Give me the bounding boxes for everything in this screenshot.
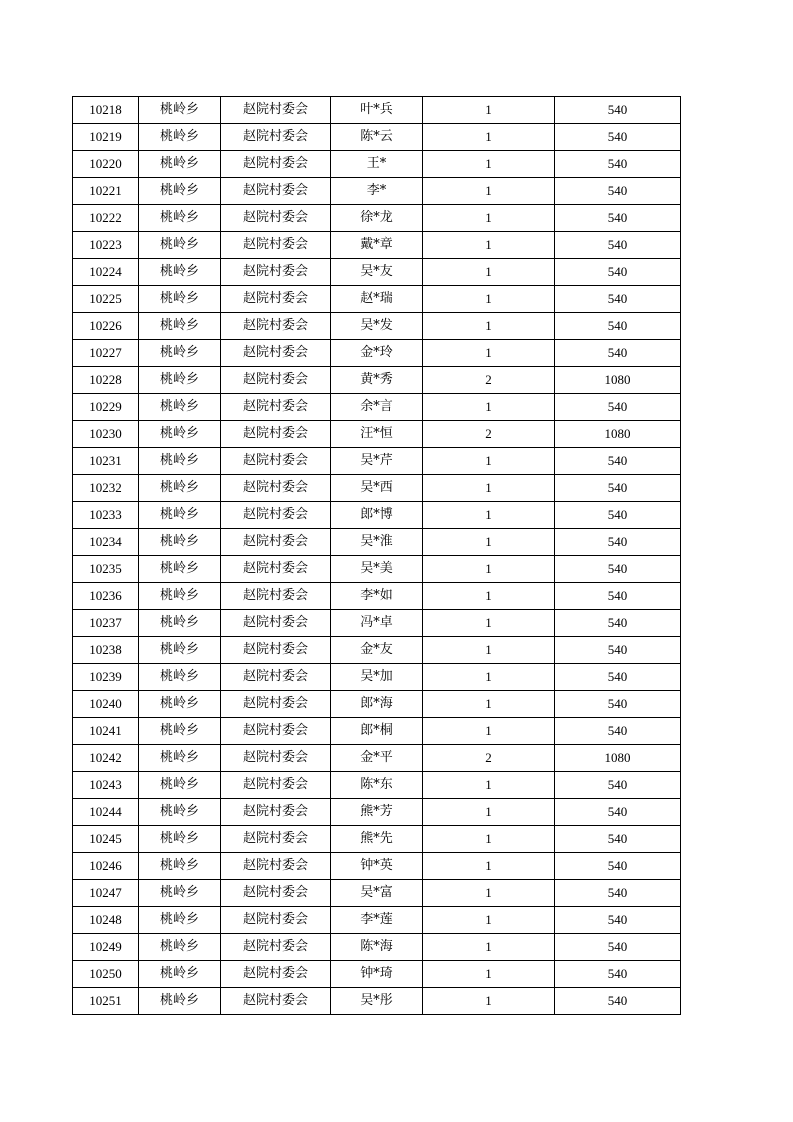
name-cell: 叶*兵 bbox=[331, 97, 423, 124]
amount-cell: 540 bbox=[555, 259, 681, 286]
row-id-cell: 10250 bbox=[73, 961, 139, 988]
row-id-cell: 10234 bbox=[73, 529, 139, 556]
amount-cell: 540 bbox=[555, 637, 681, 664]
village-committee-cell: 赵院村委会 bbox=[221, 826, 331, 853]
township-cell: 桃岭乡 bbox=[139, 151, 221, 178]
row-id-cell: 10237 bbox=[73, 610, 139, 637]
count-cell: 2 bbox=[423, 745, 555, 772]
name-cell: 吴*加 bbox=[331, 664, 423, 691]
count-cell: 1 bbox=[423, 232, 555, 259]
amount-cell: 540 bbox=[555, 448, 681, 475]
amount-cell: 1080 bbox=[555, 421, 681, 448]
table-row bbox=[73, 178, 681, 205]
amount-cell: 540 bbox=[555, 232, 681, 259]
count-cell: 1 bbox=[423, 205, 555, 232]
table-row bbox=[73, 826, 681, 853]
township-cell: 桃岭乡 bbox=[139, 259, 221, 286]
village-committee-cell: 赵院村委会 bbox=[221, 880, 331, 907]
amount-cell: 540 bbox=[555, 97, 681, 124]
amount-cell: 540 bbox=[555, 178, 681, 205]
village-committee-cell: 赵院村委会 bbox=[221, 772, 331, 799]
row-id-cell: 10238 bbox=[73, 637, 139, 664]
row-id-cell: 10223 bbox=[73, 232, 139, 259]
row-id-cell: 10222 bbox=[73, 205, 139, 232]
township-cell: 桃岭乡 bbox=[139, 907, 221, 934]
amount-cell: 540 bbox=[555, 529, 681, 556]
table-row bbox=[73, 205, 681, 232]
count-cell: 1 bbox=[423, 880, 555, 907]
village-committee-cell: 赵院村委会 bbox=[221, 529, 331, 556]
township-cell: 桃岭乡 bbox=[139, 799, 221, 826]
township-cell: 桃岭乡 bbox=[139, 394, 221, 421]
amount-cell: 540 bbox=[555, 556, 681, 583]
table-row bbox=[73, 664, 681, 691]
village-committee-cell: 赵院村委会 bbox=[221, 97, 331, 124]
name-cell: 陈*云 bbox=[331, 124, 423, 151]
village-committee-cell: 赵院村委会 bbox=[221, 799, 331, 826]
table-row bbox=[73, 124, 681, 151]
township-cell: 桃岭乡 bbox=[139, 664, 221, 691]
count-cell: 1 bbox=[423, 718, 555, 745]
name-cell: 陈*海 bbox=[331, 934, 423, 961]
table-row bbox=[73, 340, 681, 367]
village-committee-cell: 赵院村委会 bbox=[221, 205, 331, 232]
village-committee-cell: 赵院村委会 bbox=[221, 745, 331, 772]
amount-cell: 540 bbox=[555, 934, 681, 961]
row-id-cell: 10231 bbox=[73, 448, 139, 475]
amount-cell: 540 bbox=[555, 718, 681, 745]
name-cell: 徐*龙 bbox=[331, 205, 423, 232]
row-id-cell: 10233 bbox=[73, 502, 139, 529]
name-cell: 钟*英 bbox=[331, 853, 423, 880]
table-row bbox=[73, 853, 681, 880]
name-cell: 李* bbox=[331, 178, 423, 205]
township-cell: 桃岭乡 bbox=[139, 934, 221, 961]
amount-cell: 540 bbox=[555, 961, 681, 988]
township-cell: 桃岭乡 bbox=[139, 583, 221, 610]
table-row bbox=[73, 448, 681, 475]
amount-cell: 540 bbox=[555, 475, 681, 502]
row-id-cell: 10228 bbox=[73, 367, 139, 394]
count-cell: 1 bbox=[423, 286, 555, 313]
count-cell: 1 bbox=[423, 907, 555, 934]
row-id-cell: 10241 bbox=[73, 718, 139, 745]
row-id-cell: 10239 bbox=[73, 664, 139, 691]
count-cell: 1 bbox=[423, 340, 555, 367]
row-id-cell: 10224 bbox=[73, 259, 139, 286]
name-cell: 吴*美 bbox=[331, 556, 423, 583]
table-row bbox=[73, 988, 681, 1015]
township-cell: 桃岭乡 bbox=[139, 880, 221, 907]
village-committee-cell: 赵院村委会 bbox=[221, 934, 331, 961]
name-cell: 吴*发 bbox=[331, 313, 423, 340]
village-committee-cell: 赵院村委会 bbox=[221, 232, 331, 259]
village-committee-cell: 赵院村委会 bbox=[221, 475, 331, 502]
village-committee-cell: 赵院村委会 bbox=[221, 421, 331, 448]
amount-cell: 540 bbox=[555, 313, 681, 340]
table-row bbox=[73, 475, 681, 502]
table-row bbox=[73, 934, 681, 961]
table-row bbox=[73, 313, 681, 340]
table-row bbox=[73, 718, 681, 745]
amount-cell: 540 bbox=[555, 610, 681, 637]
name-cell: 吴*彤 bbox=[331, 988, 423, 1015]
row-id-cell: 10220 bbox=[73, 151, 139, 178]
village-committee-cell: 赵院村委会 bbox=[221, 907, 331, 934]
name-cell: 戴*章 bbox=[331, 232, 423, 259]
name-cell: 冯*卓 bbox=[331, 610, 423, 637]
name-cell: 金*友 bbox=[331, 637, 423, 664]
row-id-cell: 10219 bbox=[73, 124, 139, 151]
name-cell: 陈*东 bbox=[331, 772, 423, 799]
township-cell: 桃岭乡 bbox=[139, 988, 221, 1015]
amount-cell: 540 bbox=[555, 205, 681, 232]
township-cell: 桃岭乡 bbox=[139, 421, 221, 448]
name-cell: 郎*博 bbox=[331, 502, 423, 529]
count-cell: 1 bbox=[423, 394, 555, 421]
village-committee-cell: 赵院村委会 bbox=[221, 664, 331, 691]
table-row bbox=[73, 421, 681, 448]
table-row bbox=[73, 691, 681, 718]
table-row bbox=[73, 502, 681, 529]
name-cell: 李*如 bbox=[331, 583, 423, 610]
row-id-cell: 10246 bbox=[73, 853, 139, 880]
count-cell: 1 bbox=[423, 961, 555, 988]
row-id-cell: 10225 bbox=[73, 286, 139, 313]
name-cell: 金*平 bbox=[331, 745, 423, 772]
table-row bbox=[73, 637, 681, 664]
data-table bbox=[72, 96, 681, 1015]
row-id-cell: 10248 bbox=[73, 907, 139, 934]
count-cell: 1 bbox=[423, 259, 555, 286]
count-cell: 1 bbox=[423, 529, 555, 556]
table-row bbox=[73, 286, 681, 313]
township-cell: 桃岭乡 bbox=[139, 124, 221, 151]
amount-cell: 540 bbox=[555, 880, 681, 907]
amount-cell: 1080 bbox=[555, 745, 681, 772]
village-committee-cell: 赵院村委会 bbox=[221, 961, 331, 988]
table-row bbox=[73, 961, 681, 988]
township-cell: 桃岭乡 bbox=[139, 772, 221, 799]
row-id-cell: 10243 bbox=[73, 772, 139, 799]
row-id-cell: 10232 bbox=[73, 475, 139, 502]
table-row bbox=[73, 583, 681, 610]
township-cell: 桃岭乡 bbox=[139, 286, 221, 313]
amount-cell: 540 bbox=[555, 988, 681, 1015]
count-cell: 1 bbox=[423, 691, 555, 718]
name-cell: 王* bbox=[331, 151, 423, 178]
amount-cell: 540 bbox=[555, 286, 681, 313]
village-committee-cell: 赵院村委会 bbox=[221, 394, 331, 421]
count-cell: 2 bbox=[423, 421, 555, 448]
village-committee-cell: 赵院村委会 bbox=[221, 340, 331, 367]
count-cell: 1 bbox=[423, 475, 555, 502]
village-committee-cell: 赵院村委会 bbox=[221, 610, 331, 637]
count-cell: 1 bbox=[423, 610, 555, 637]
village-committee-cell: 赵院村委会 bbox=[221, 124, 331, 151]
amount-cell: 540 bbox=[555, 691, 681, 718]
table-row bbox=[73, 232, 681, 259]
table-row bbox=[73, 97, 681, 124]
village-committee-cell: 赵院村委会 bbox=[221, 178, 331, 205]
township-cell: 桃岭乡 bbox=[139, 826, 221, 853]
township-cell: 桃岭乡 bbox=[139, 961, 221, 988]
table-row bbox=[73, 529, 681, 556]
name-cell: 赵*瑞 bbox=[331, 286, 423, 313]
count-cell: 1 bbox=[423, 556, 555, 583]
table-row bbox=[73, 799, 681, 826]
township-cell: 桃岭乡 bbox=[139, 529, 221, 556]
amount-cell: 540 bbox=[555, 853, 681, 880]
name-cell: 金*玲 bbox=[331, 340, 423, 367]
table-row bbox=[73, 745, 681, 772]
village-committee-cell: 赵院村委会 bbox=[221, 556, 331, 583]
row-id-cell: 10235 bbox=[73, 556, 139, 583]
village-committee-cell: 赵院村委会 bbox=[221, 583, 331, 610]
township-cell: 桃岭乡 bbox=[139, 97, 221, 124]
village-committee-cell: 赵院村委会 bbox=[221, 259, 331, 286]
table-row bbox=[73, 772, 681, 799]
row-id-cell: 10244 bbox=[73, 799, 139, 826]
amount-cell: 540 bbox=[555, 340, 681, 367]
township-cell: 桃岭乡 bbox=[139, 367, 221, 394]
count-cell: 2 bbox=[423, 367, 555, 394]
count-cell: 1 bbox=[423, 583, 555, 610]
township-cell: 桃岭乡 bbox=[139, 556, 221, 583]
count-cell: 1 bbox=[423, 151, 555, 178]
name-cell: 余*言 bbox=[331, 394, 423, 421]
table-row bbox=[73, 556, 681, 583]
count-cell: 1 bbox=[423, 637, 555, 664]
village-committee-cell: 赵院村委会 bbox=[221, 313, 331, 340]
row-id-cell: 10221 bbox=[73, 178, 139, 205]
count-cell: 1 bbox=[423, 664, 555, 691]
count-cell: 1 bbox=[423, 178, 555, 205]
township-cell: 桃岭乡 bbox=[139, 475, 221, 502]
row-id-cell: 10226 bbox=[73, 313, 139, 340]
village-committee-cell: 赵院村委会 bbox=[221, 286, 331, 313]
township-cell: 桃岭乡 bbox=[139, 340, 221, 367]
name-cell: 李*莲 bbox=[331, 907, 423, 934]
township-cell: 桃岭乡 bbox=[139, 178, 221, 205]
count-cell: 1 bbox=[423, 853, 555, 880]
name-cell: 吴*西 bbox=[331, 475, 423, 502]
name-cell: 郎*桐 bbox=[331, 718, 423, 745]
village-committee-cell: 赵院村委会 bbox=[221, 367, 331, 394]
township-cell: 桃岭乡 bbox=[139, 205, 221, 232]
row-id-cell: 10245 bbox=[73, 826, 139, 853]
township-cell: 桃岭乡 bbox=[139, 745, 221, 772]
township-cell: 桃岭乡 bbox=[139, 853, 221, 880]
amount-cell: 540 bbox=[555, 799, 681, 826]
name-cell: 吴*友 bbox=[331, 259, 423, 286]
row-id-cell: 10242 bbox=[73, 745, 139, 772]
township-cell: 桃岭乡 bbox=[139, 502, 221, 529]
count-cell: 1 bbox=[423, 97, 555, 124]
village-committee-cell: 赵院村委会 bbox=[221, 988, 331, 1015]
count-cell: 1 bbox=[423, 313, 555, 340]
name-cell: 吴*淮 bbox=[331, 529, 423, 556]
amount-cell: 1080 bbox=[555, 367, 681, 394]
table-row bbox=[73, 151, 681, 178]
row-id-cell: 10227 bbox=[73, 340, 139, 367]
count-cell: 1 bbox=[423, 772, 555, 799]
village-committee-cell: 赵院村委会 bbox=[221, 718, 331, 745]
name-cell: 熊*芳 bbox=[331, 799, 423, 826]
township-cell: 桃岭乡 bbox=[139, 313, 221, 340]
village-committee-cell: 赵院村委会 bbox=[221, 691, 331, 718]
count-cell: 1 bbox=[423, 934, 555, 961]
amount-cell: 540 bbox=[555, 907, 681, 934]
count-cell: 1 bbox=[423, 826, 555, 853]
row-id-cell: 10247 bbox=[73, 880, 139, 907]
village-committee-cell: 赵院村委会 bbox=[221, 853, 331, 880]
township-cell: 桃岭乡 bbox=[139, 691, 221, 718]
table-row bbox=[73, 394, 681, 421]
village-committee-cell: 赵院村委会 bbox=[221, 637, 331, 664]
table-row bbox=[73, 367, 681, 394]
count-cell: 1 bbox=[423, 448, 555, 475]
amount-cell: 540 bbox=[555, 394, 681, 421]
row-id-cell: 10249 bbox=[73, 934, 139, 961]
amount-cell: 540 bbox=[555, 502, 681, 529]
amount-cell: 540 bbox=[555, 151, 681, 178]
name-cell: 熊*先 bbox=[331, 826, 423, 853]
township-cell: 桃岭乡 bbox=[139, 448, 221, 475]
amount-cell: 540 bbox=[555, 664, 681, 691]
table-body bbox=[73, 97, 681, 1015]
count-cell: 1 bbox=[423, 124, 555, 151]
name-cell: 吴*芹 bbox=[331, 448, 423, 475]
name-cell: 黄*秀 bbox=[331, 367, 423, 394]
village-committee-cell: 赵院村委会 bbox=[221, 448, 331, 475]
row-id-cell: 10229 bbox=[73, 394, 139, 421]
row-id-cell: 10218 bbox=[73, 97, 139, 124]
table-row bbox=[73, 259, 681, 286]
name-cell: 钟*琦 bbox=[331, 961, 423, 988]
count-cell: 1 bbox=[423, 502, 555, 529]
count-cell: 1 bbox=[423, 988, 555, 1015]
township-cell: 桃岭乡 bbox=[139, 610, 221, 637]
table-row bbox=[73, 610, 681, 637]
village-committee-cell: 赵院村委会 bbox=[221, 151, 331, 178]
name-cell: 汪*恒 bbox=[331, 421, 423, 448]
table-row bbox=[73, 907, 681, 934]
row-id-cell: 10240 bbox=[73, 691, 139, 718]
name-cell: 吴*富 bbox=[331, 880, 423, 907]
row-id-cell: 10236 bbox=[73, 583, 139, 610]
township-cell: 桃岭乡 bbox=[139, 637, 221, 664]
amount-cell: 540 bbox=[555, 583, 681, 610]
table-row bbox=[73, 880, 681, 907]
village-committee-cell: 赵院村委会 bbox=[221, 502, 331, 529]
township-cell: 桃岭乡 bbox=[139, 718, 221, 745]
row-id-cell: 10230 bbox=[73, 421, 139, 448]
township-cell: 桃岭乡 bbox=[139, 232, 221, 259]
count-cell: 1 bbox=[423, 799, 555, 826]
amount-cell: 540 bbox=[555, 772, 681, 799]
name-cell: 郎*海 bbox=[331, 691, 423, 718]
amount-cell: 540 bbox=[555, 826, 681, 853]
row-id-cell: 10251 bbox=[73, 988, 139, 1015]
amount-cell: 540 bbox=[555, 124, 681, 151]
